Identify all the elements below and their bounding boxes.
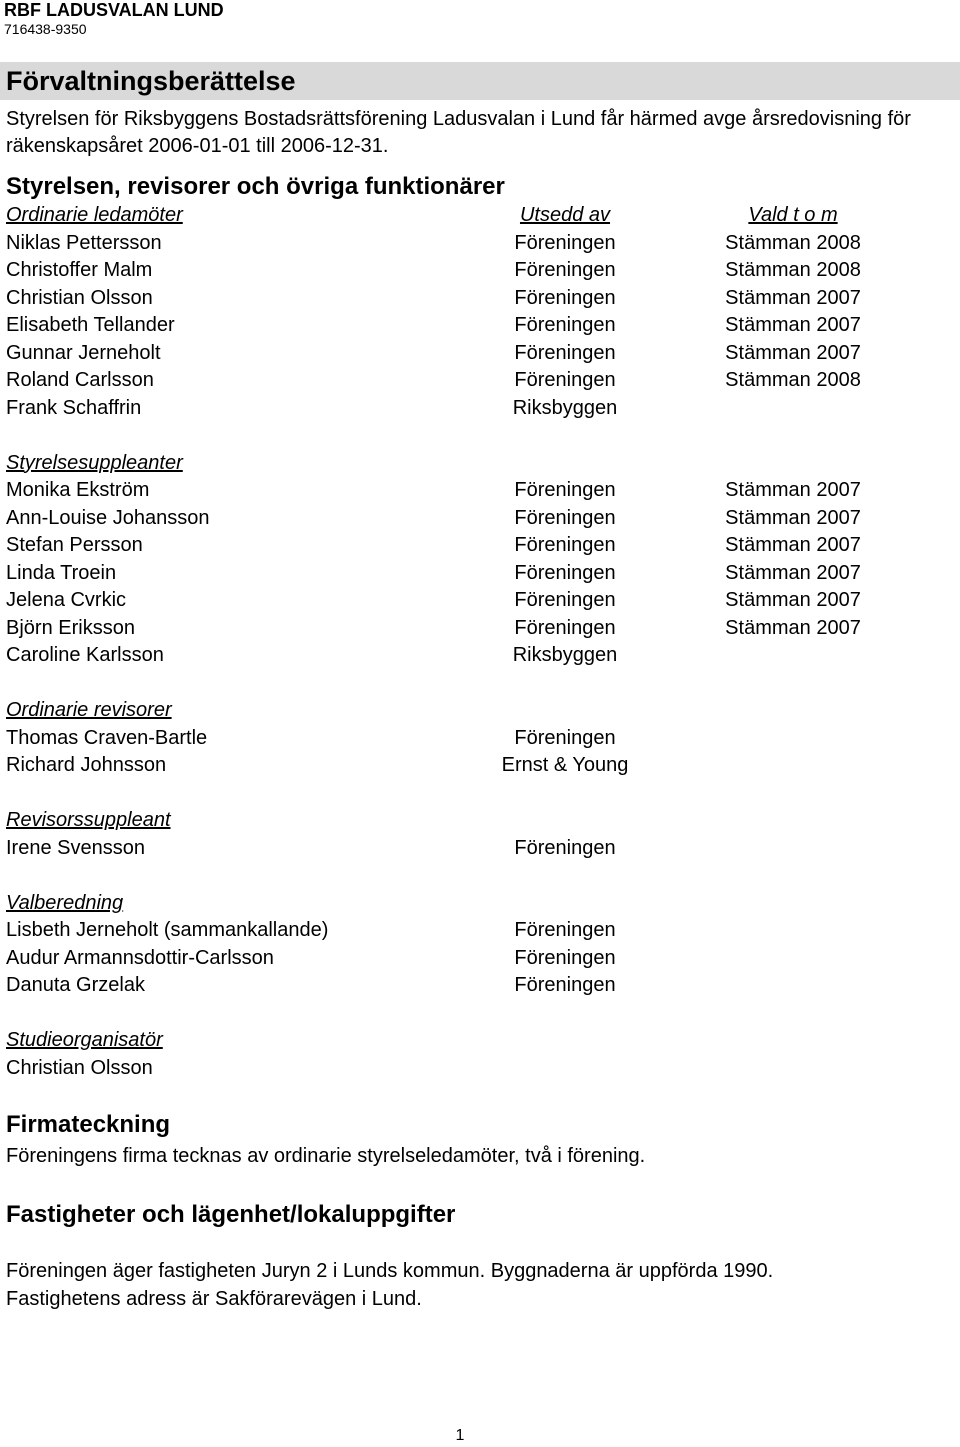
appointed-by-cell: Föreningen [514,616,616,639]
name-cell: Christian Olsson [6,1056,153,1079]
elected-until-cell: Stämman 2007 [725,616,861,639]
official-row [0,532,960,559]
name-cell: Elisabeth Tellander [6,314,175,336]
appointed-by-cell: Föreningen [514,231,616,254]
intro-paragraph: Styrelsen för Riksbyggens Bostadsrättsförening Ladusvalan i Lund får härmed avge årsredovisning för räkenskapsåret 2006-01-01 till 2006-12-31. [6,108,911,157]
name-cell: Linda Troein [6,561,117,584]
org-name: RBF LADUSVALAN LUND [4,0,224,20]
official-row [0,725,960,752]
name-cell: Irene Svensson [6,836,145,859]
appointed-by-cell: Riksbyggen [512,396,618,419]
name-cell: Richard Johnsson [6,754,167,776]
appointed-by-cell: Föreningen [514,341,616,364]
group-header-row [0,890,960,917]
name-cell: Jelena Cvrkic [6,589,127,611]
appointed-by-cell: Föreningen [514,974,616,996]
appointed-by-cell: Föreningen [514,506,616,529]
elected-until-cell: Stämman 2007 [725,561,861,584]
name-cell: Stefan Persson [6,534,143,556]
official-row [0,560,960,587]
appointed-by-cell: Föreningen [514,259,616,281]
appointed-by-cell: Utsedd av [519,204,611,226]
org-number: 716438-9350 [4,21,87,37]
group-header-row [0,202,960,229]
official-row [0,972,960,999]
elected-until-cell: Stämman 2007 [725,341,861,364]
appointed-by-cell: Föreningen [514,534,616,556]
elected-until-cell: Stämman 2008 [725,231,861,254]
name-cell: Lisbeth Jerneholt (sammankallande) [6,919,329,941]
name-cell: Frank Schaffrin [6,396,142,419]
name-cell: Björn Eriksson [6,616,135,639]
group-header-row [0,807,960,834]
official-row [0,477,960,504]
official-row [0,917,960,944]
elected-until-cell: Stämman 2008 [725,369,861,391]
elected-until-cell: Stämman 2007 [725,479,861,501]
appointed-by-cell: Föreningen [514,479,616,501]
group-header-row [0,1027,960,1054]
elected-until-cell: Stämman 2008 [725,259,861,281]
appointed-by-cell: Föreningen [514,286,616,309]
section-title: Styrelsen, revisorer och övriga funktionärer [6,173,505,200]
name-cell: Audur Armannsdottir-Carlsson [6,946,274,969]
name-cell: Valberedning [6,891,124,914]
official-row [0,312,960,339]
name-cell: Monika Ekström [6,479,150,501]
name-cell: Revisorssuppleant [6,809,171,831]
page-number: 1 [455,1427,465,1444]
name-cell: Gunnar Jerneholt [6,341,161,364]
elected-until-cell: Stämman 2007 [725,286,861,309]
official-row [0,1055,960,1082]
name-cell: Thomas Craven-Bartle [6,726,208,749]
official-row [0,395,960,422]
name-cell: Ordinarie ledamöter [6,204,183,226]
appointed-by-cell: Ernst & Young [501,754,629,776]
appointed-by-cell: Föreningen [514,836,616,859]
name-cell: Niklas Pettersson [6,231,162,254]
name-cell: Christoffer Malm [6,259,153,281]
name-cell: Ordinarie revisorer [6,699,172,721]
group-header-row [0,697,960,724]
name-cell: Studieorganisatör [6,1029,163,1051]
appointed-by-cell: Föreningen [514,919,616,941]
name-cell: Ann-Louise Johansson [6,506,210,529]
fastigheter-line-2: Fastighetens adress är Sakförarevägen i Lund. [6,1288,422,1310]
official-row [0,230,960,257]
name-cell: Roland Carlsson [6,369,154,391]
page-title: Förvaltningsberättelse [6,66,296,96]
group-header-row [0,450,960,477]
official-row [0,285,960,312]
name-cell: Styrelsesuppleanter [6,451,183,474]
official-row [0,752,960,779]
official-row [0,835,960,862]
name-cell: Caroline Karlsson [6,644,164,666]
official-row [0,642,960,669]
appointed-by-cell: Föreningen [514,369,616,391]
appointed-by-cell: Föreningen [514,314,616,336]
elected-until-cell: Stämman 2007 [725,314,861,336]
official-row [0,615,960,642]
fastigheter-heading: Fastigheter och lägenhet/lokaluppgifter [6,1201,456,1228]
official-row [0,587,960,614]
fastigheter-line-1: Föreningen äger fastigheten Juryn 2 i Lunds kommun. Byggnaderna är uppförda 1990. [6,1260,774,1282]
elected-until-cell: Stämman 2007 [725,506,861,529]
appointed-by-cell: Riksbyggen [512,644,618,666]
firmateckning-heading: Firmateckning [6,1111,171,1138]
official-row [0,367,960,394]
appointed-by-cell: Föreningen [514,726,616,749]
name-cell: Christian Olsson [6,286,153,309]
elected-until-cell: Stämman 2007 [725,589,861,611]
firmateckning-text: Föreningens firma tecknas av ordinarie styrelseledamöter, två i förening. [6,1145,646,1167]
name-cell: Danuta Grzelak [6,974,145,996]
appointed-by-cell: Föreningen [514,589,616,611]
official-row [0,505,960,532]
appointed-by-cell: Föreningen [514,946,616,969]
official-row [0,945,960,972]
elected-until-cell: Stämman 2007 [725,534,861,556]
elected-until-cell: Vald t o m [748,204,838,226]
official-row [0,340,960,367]
appointed-by-cell: Föreningen [514,561,616,584]
official-row [0,257,960,284]
